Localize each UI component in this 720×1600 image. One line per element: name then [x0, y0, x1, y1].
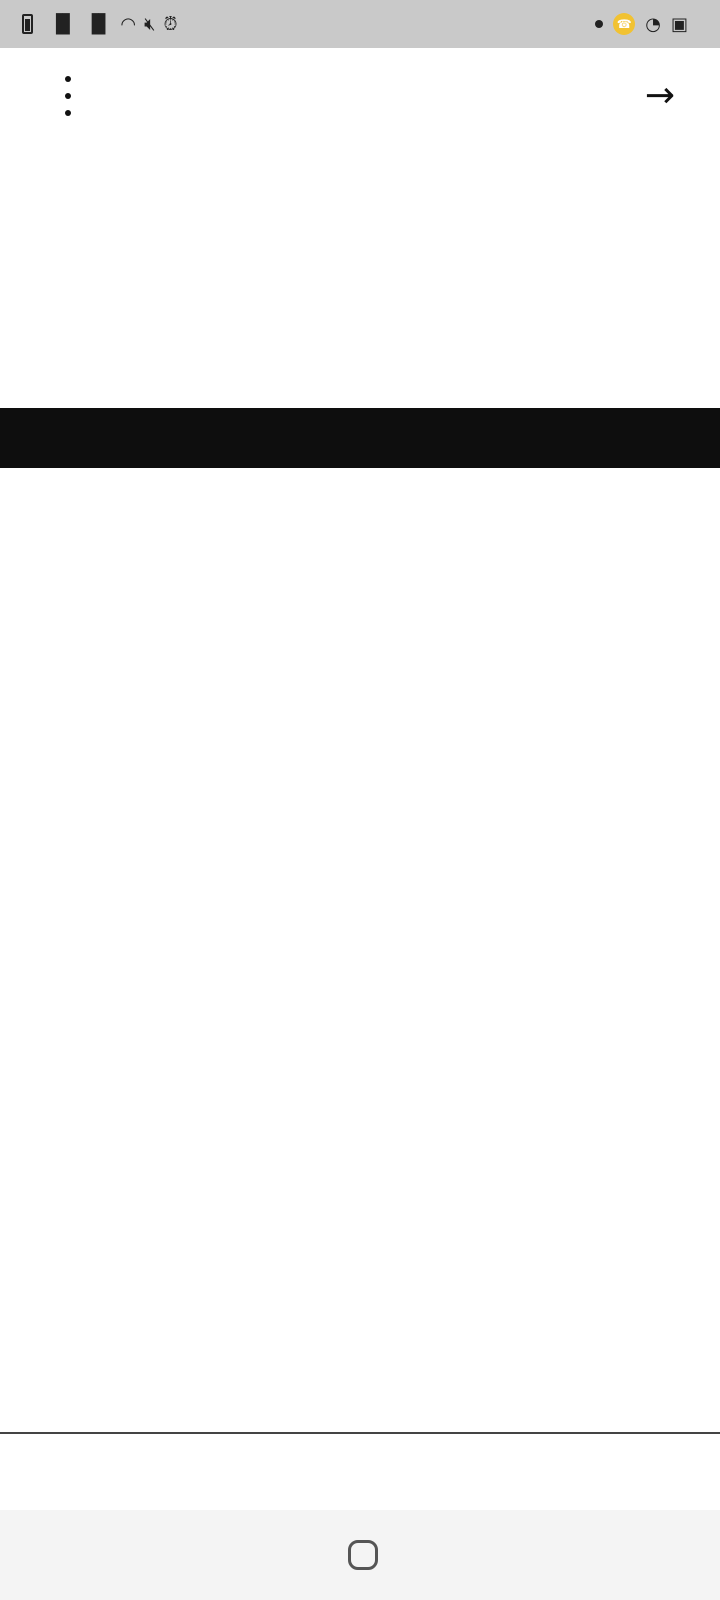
mute-icon: 🔇︎ [144, 13, 156, 35]
wifi-icon: ◠ [120, 13, 137, 35]
alarm-icon: ⏰︎ [163, 13, 178, 35]
system-nav-bar [0, 1510, 720, 1600]
app-bar [0, 48, 720, 144]
signal-icon-1: ▐▌ [49, 13, 77, 35]
home-icon [348, 1540, 378, 1570]
more-vert-icon [65, 76, 71, 82]
whatsapp-icon: ☎︎ [613, 13, 635, 35]
more-options-button[interactable] [56, 76, 80, 116]
recents-button[interactable] [131, 1528, 191, 1582]
home-button[interactable] [333, 1528, 393, 1582]
battery-icon [22, 14, 33, 34]
notification-dot-icon [595, 20, 603, 28]
nav-back-button[interactable] [534, 1528, 594, 1582]
names-band-bottom [0, 472, 720, 1410]
status-icons-left [22, 14, 177, 35]
status-icons-right [595, 13, 698, 35]
status-bar [0, 0, 720, 48]
more-vert-dot [65, 93, 71, 99]
signal-icon-2: ▐▌ [84, 13, 113, 35]
back-arrow-button[interactable] [640, 72, 680, 120]
date-banner [0, 408, 720, 468]
names-band-top [0, 144, 720, 404]
newspaper-page-viewer[interactable] [0, 144, 720, 1434]
app-notification-icon: ◔ [645, 13, 661, 35]
more-vert-dot [65, 110, 71, 116]
gallery-icon: ▣ [670, 13, 688, 35]
newspaper-sheet [0, 144, 720, 1410]
arrow-right-icon: → [644, 75, 676, 116]
